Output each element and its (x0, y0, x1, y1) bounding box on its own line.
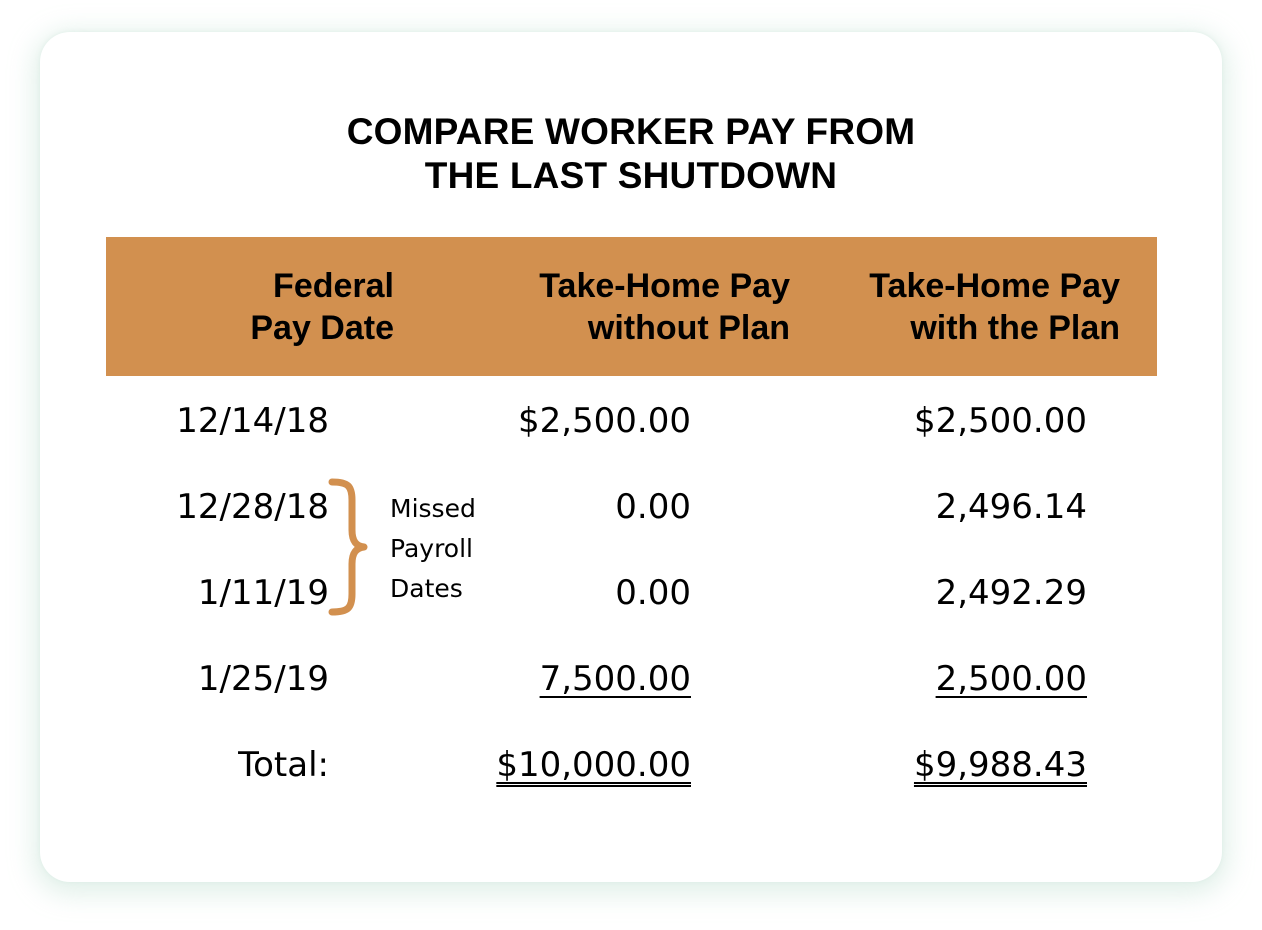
header-pay-date-line-1: Federal (273, 267, 394, 305)
row-4-with-plan: 2,500.00 (935, 659, 1087, 699)
row-2-without-plan: 0.00 (615, 487, 691, 527)
header-with-plan-line-1: Take-Home Pay (869, 267, 1120, 305)
row-2-with-plan: 2,496.14 (935, 487, 1087, 527)
total-label: Total: (238, 745, 329, 785)
row-3-without-plan: 0.00 (615, 573, 691, 613)
table-header (106, 237, 1157, 376)
row-2-date: 12/28/18 (176, 487, 329, 527)
missed-note-line-1: Missed (390, 494, 476, 523)
header-without-plan (539, 265, 790, 349)
title-line-1: COMPARE WORKER PAY FROM (346, 111, 916, 152)
missed-payroll-note (390, 489, 476, 609)
title-line-2: THE LAST SHUTDOWN (424, 155, 838, 196)
comparison-card (40, 32, 1222, 882)
row-1-without-plan: $2,500.00 (517, 401, 691, 441)
header-pay-date (250, 265, 394, 349)
row-4-date: 1/25/19 (197, 659, 329, 699)
missed-note-line-2: Payroll (390, 534, 473, 563)
page-title (40, 110, 1222, 198)
header-pay-date-line-2: Pay Date (250, 309, 394, 347)
row-3-date: 1/11/19 (197, 573, 329, 613)
header-without-plan-line-1: Take-Home Pay (539, 267, 790, 305)
missed-note-line-3: Dates (390, 574, 463, 603)
header-without-plan-line-2: without Plan (587, 309, 790, 347)
total-without-plan: $10,000.00 (496, 745, 691, 785)
row-4-without-plan: 7,500.00 (539, 659, 691, 699)
curly-brace-right-icon (328, 478, 368, 616)
total-with-plan: $9,988.43 (913, 745, 1087, 785)
row-1-with-plan: $2,500.00 (913, 401, 1087, 441)
row-3-with-plan: 2,492.29 (935, 573, 1087, 613)
row-1-date: 12/14/18 (176, 401, 329, 441)
header-with-plan-line-2: with the Plan (910, 309, 1120, 347)
header-with-plan (869, 265, 1120, 349)
